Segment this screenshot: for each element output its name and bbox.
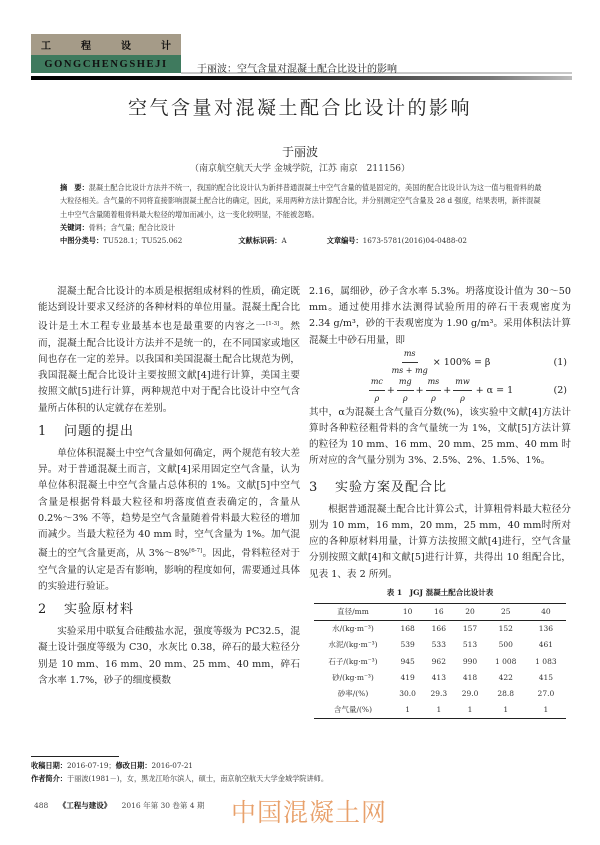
article-no-label: 文章编号： bbox=[326, 236, 363, 246]
equation-2: $\frac{mc}{\rho}$ + $\frac{mg}{\rho}$ + $\frac{ms}{\rho}$ + $\frac{mw}{\rho}$ + α = 1 (2) bbox=[309, 377, 571, 405]
equation-number: (1) bbox=[553, 356, 567, 368]
table-cell: 29.0 bbox=[461, 689, 479, 699]
table-cell: 168 bbox=[400, 624, 415, 634]
article-no-value: 1673-5781(2016)04-0488-02 bbox=[362, 236, 467, 246]
table-header-cell: 10 bbox=[402, 607, 413, 617]
table-cell: 1 008 bbox=[494, 656, 517, 666]
classification-line bbox=[60, 234, 542, 247]
table-cell: 166 bbox=[431, 624, 446, 634]
table-header-cell: 16 bbox=[434, 607, 444, 617]
mix-design-table bbox=[314, 603, 566, 719]
intro-paragraph: 混凝土配合比设计的本质是根据组成材料的性质，确定既能达到设计要求又经济的各种材料的单位用量。混凝土配合比设计是土木工程专业最基本也是最重要的内容之一[1-3]。然而，混凝土配合比设计方法并不是统一的，在不同国家或地区间也存在一定的差异。以我国和美国混凝土配合比规范为例，我国混凝土配合比设计主要按照文献[4]进行计算，美国主要按照文献[5]进行计算，两种规范中对于配合比设计中空气含量所占体积的认定就存在差别。 bbox=[38, 286, 301, 414]
table-cell: 990 bbox=[462, 656, 478, 666]
table-cell: 30.0 bbox=[399, 689, 416, 699]
row-label: 砂/(kg·m⁻³) bbox=[332, 672, 374, 682]
table-cell: 1 bbox=[503, 705, 509, 715]
page-folio bbox=[34, 800, 204, 811]
table-cell: 1 bbox=[436, 705, 442, 715]
keywords bbox=[60, 221, 542, 234]
equation-1: $\frac{ms}{ms + mg}$ × 100% = β (1) bbox=[309, 349, 571, 377]
row-label: 水/(kg·m⁻³) bbox=[332, 624, 374, 634]
table-cell: 500 bbox=[498, 640, 513, 650]
section-heading-3: 3 实验方案及配合比 bbox=[309, 479, 448, 495]
doc-code-label: 文献标识码： bbox=[238, 236, 282, 246]
table-cell: 945 bbox=[400, 656, 415, 666]
citation: [6-7] bbox=[189, 548, 203, 555]
table-header-cell: 直径/mm bbox=[337, 607, 369, 617]
abstract-label: 摘 要： bbox=[60, 183, 89, 192]
table-caption: 表 1 JGJ 混凝土配合比设计表 bbox=[386, 587, 494, 597]
row-label: 含气量/(%) bbox=[333, 705, 372, 715]
table-row bbox=[314, 670, 566, 686]
row-label: 水泥/(kg·m⁻³) bbox=[328, 640, 378, 650]
table-cell: 29.3 bbox=[430, 689, 448, 699]
equation-number: (2) bbox=[553, 384, 567, 396]
row-label: 砂率/(%) bbox=[337, 689, 369, 699]
abstract-block bbox=[60, 181, 542, 247]
right-column bbox=[309, 284, 571, 719]
materials-paragraph: 2.16，属细砂，砂子含水率 5.3%。坍落度设计值为 30～50 mm。通过使用排水法测得试验所用的碎石干表观密度为 2.34 g/m³，砂的干表观密度为 1.90 g/m³。采用体积法计算混凝土中砂石用量，即 bbox=[309, 286, 571, 346]
keywords-text: 骨料；含气量；配合比设计 bbox=[88, 222, 176, 232]
table-row bbox=[314, 654, 566, 670]
dates-footnote: 收稿日期：2016-07-19；修改日期：2016-07-21 bbox=[31, 761, 193, 770]
table-header-cell: 40 bbox=[541, 607, 551, 617]
table-cell: 415 bbox=[538, 672, 554, 682]
left-column bbox=[38, 284, 300, 689]
table-cell: 533 bbox=[431, 640, 446, 650]
table-cell: 539 bbox=[400, 640, 415, 650]
table-cell: 27.0 bbox=[537, 689, 555, 699]
table-cell: 461 bbox=[538, 640, 554, 650]
article-title: 空气含量对混凝土配合比设计的影响 bbox=[127, 97, 472, 119]
table-cell: 28.8 bbox=[497, 689, 515, 699]
journal-section-banner bbox=[31, 34, 181, 78]
section-heading-1: 1 问题的提出 bbox=[38, 423, 135, 439]
table-cell: 152 bbox=[498, 624, 513, 634]
clc-value: TU528.1；TU525.062 bbox=[103, 236, 183, 246]
section-char: 工 bbox=[41, 41, 51, 52]
clc-label: 中图分类号： bbox=[60, 236, 104, 246]
table-row bbox=[314, 621, 566, 638]
table-cell: 413 bbox=[431, 672, 446, 682]
table-row bbox=[314, 637, 566, 653]
table-cell: 422 bbox=[498, 672, 513, 682]
row-label: 石子/(kg·m⁻³) bbox=[328, 656, 378, 666]
table-cell: 1 083 bbox=[535, 656, 557, 666]
table-cell: 1 bbox=[467, 705, 473, 715]
author-bio-footnote: 作者简介：于丽波(1981－)，女，黑龙江哈尔滨人，硕士，南京航空航天大学金城学院讲师。 bbox=[31, 774, 329, 783]
footnote-rule bbox=[31, 756, 119, 757]
author-name: 于丽波 bbox=[281, 145, 318, 159]
abstract-text: 混凝土配合比设计方法并不统一，我国的配合比设计认为新拌普通混凝土中空气含量的值是固定的，美国的配合比设计认为这一值与粗骨料的最大粒径相关。含气量的不同将直接影响混凝土配合比的确定，因此，采用两种方法计算配合比，并分别测定空气含量及 28 d 强度，结果表明，新拌混凝土中空气含量随着粗骨料最大粒径的增加而减小，这一变化较明显，不能被忽略。 bbox=[60, 183, 542, 219]
table-row bbox=[314, 686, 566, 702]
table-cell: 513 bbox=[462, 640, 478, 650]
section1-paragraph: 单位体积混凝土中空气含量如何确定，两个规范有较大差异。对于普通混凝土而言，文献[4]采用固定空气含量，认为单位体积混凝土中空气含量占总体积的 1%。文献[5]中空气含量是根据骨料最大粒径和坍落度值查表确定的，含量从 0.2%～3% 不等，趋势是空气含量随着骨料最大粒径的增加而减少。当最大粒径为 40 mm 时，空气含量为 1%。加气混凝土的空气含量更高，从 3%～8%[6-7]。因此，骨料粒径对于空气含量的认定是否有影响，影响的程度如何，需要通过具体的实验进行验证。 bbox=[38, 448, 301, 592]
doc-code-value: A bbox=[281, 236, 287, 246]
abstract bbox=[60, 181, 542, 221]
table-cell: 1 bbox=[543, 705, 549, 715]
table-row bbox=[314, 702, 566, 719]
table-cell: 1 bbox=[405, 705, 410, 715]
author-affiliation: （南京航空航天大学 金城学院，江苏 南京 211156） bbox=[189, 164, 411, 174]
table-header-row bbox=[314, 604, 566, 621]
section-name bbox=[31, 34, 181, 55]
citation: [1-3] bbox=[266, 321, 280, 328]
running-head: 于丽波：空气含量对混凝土配合比设计的影响 bbox=[197, 64, 397, 75]
section-char: 设 bbox=[121, 41, 131, 52]
section-pinyin: GONGCHENGSHEJI bbox=[31, 55, 181, 73]
table-header-cell: 25 bbox=[500, 607, 511, 617]
section-heading-2: 2 实验原材料 bbox=[38, 602, 135, 618]
section3-paragraph: 根据普通混凝土配合比计算公式，计算粗骨料最大粒径分别为 10 mm，16 mm，20 mm，25 mm，40 mm时所对应的各种原材料用量，计算方法按照文献[4]进行，空气含量分别按照文献[4]和文献[5]进行计算，共得出 10 组配合比，见表 1、表 2 所列。 bbox=[309, 503, 571, 580]
table-cell: 418 bbox=[462, 672, 478, 682]
page-number: 488 bbox=[34, 801, 49, 810]
keywords-label: 关键词： bbox=[60, 222, 89, 232]
table-cell: 962 bbox=[431, 656, 446, 666]
section-char: 计 bbox=[161, 41, 171, 52]
table-cell: 419 bbox=[400, 672, 415, 682]
table-cell: 157 bbox=[462, 624, 478, 634]
equation-explanation: 其中，α为混凝土含气量百分数(%)，该实验中文献[4]方法计算时各种粒径粗骨料的含气量统一为 1%，文献[5]方法计算的粒径为 10 mm、16 mm、20 mm、25 mm、40 mm 时所对应的含气量分别为 3%、2.5%、2%、1.5%、1%。 bbox=[309, 406, 571, 467]
section-char: 程 bbox=[81, 41, 91, 52]
table-header-cell: 20 bbox=[465, 607, 475, 617]
journal-name: 《工程与建设》 bbox=[58, 801, 112, 810]
footnotes bbox=[31, 759, 328, 785]
header-rule bbox=[31, 76, 572, 80]
table-cell: 136 bbox=[538, 624, 554, 634]
issue-info: 2016 年第 30 卷第 4 期 bbox=[121, 801, 205, 810]
site-watermark: 中国混凝土网 bbox=[231, 798, 388, 827]
section2-paragraph: 实验采用中联复合硅酸盐水泥，强度等级为 PC32.5，混凝土设计强度等级为 C30，水灰比 0.38，碎石的最大粒径分别是 10 mm、16 mm、20 mm、25 mm、40 mm，碎石含水率 1.7%，砂子的细度模数 bbox=[38, 626, 300, 686]
